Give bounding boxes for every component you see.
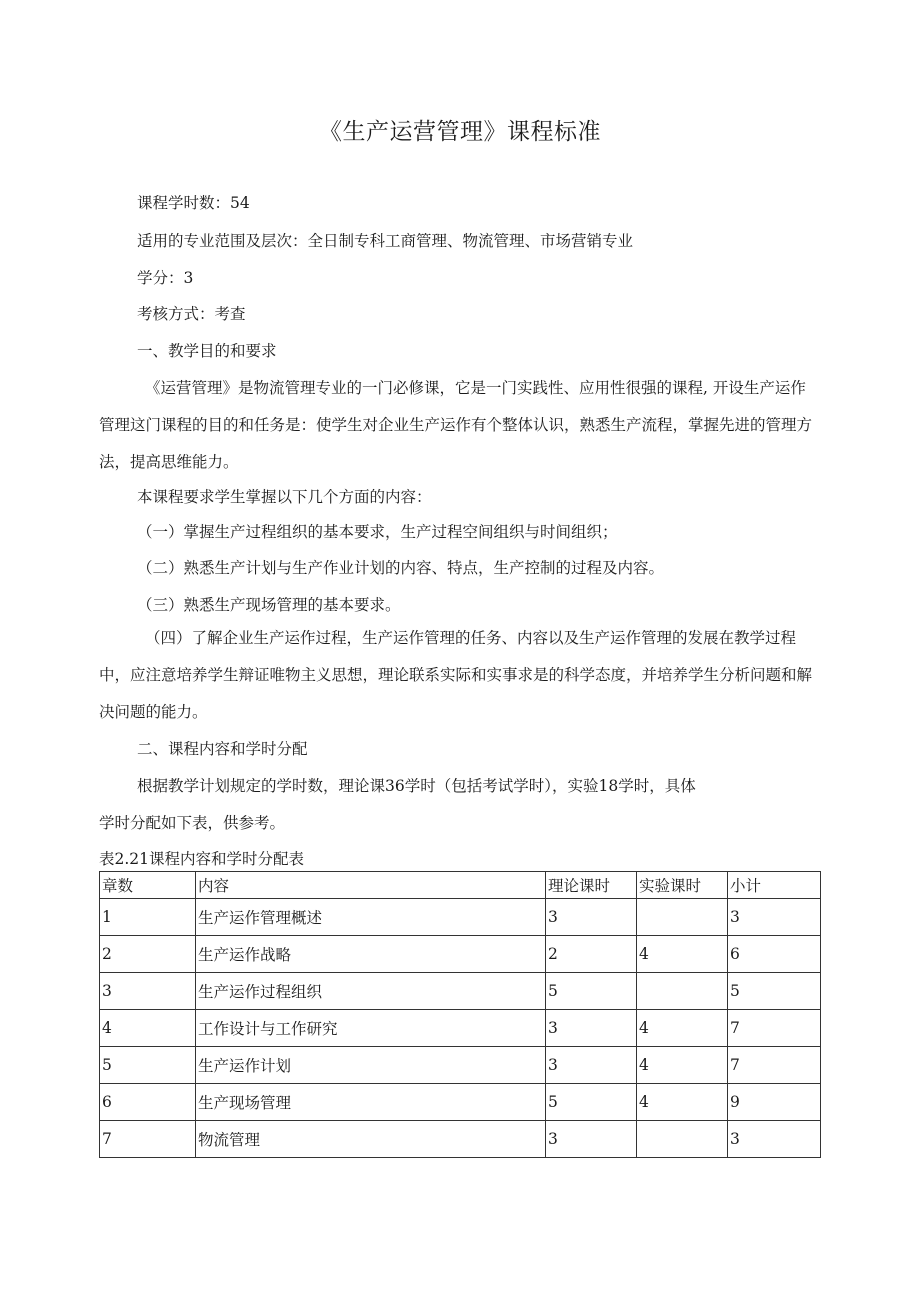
- assessment-method: 考核方式：考查: [137, 305, 246, 323]
- cell-subtotal: 6: [728, 936, 821, 973]
- cell-chapter: 1: [100, 899, 196, 936]
- cell-lab: [637, 899, 728, 936]
- cell-theory: 3: [546, 1047, 637, 1084]
- header-lab-hours: 实验课时: [637, 872, 728, 899]
- table-row: [100, 1047, 821, 1084]
- requirement-item-1: （一）掌握生产过程组织的基本要求，生产过程空间组织与时间组织；: [137, 523, 618, 541]
- table-row: [100, 1010, 821, 1047]
- cell-lab: [637, 973, 728, 1010]
- cell-theory: 5: [546, 973, 637, 1010]
- cell-content: 生产运作计划: [196, 1047, 546, 1084]
- cell-content: 生产运作管理概述: [196, 899, 546, 936]
- cell-lab: 4: [637, 1047, 728, 1084]
- table-row: [100, 1121, 821, 1158]
- cell-theory: 3: [546, 1010, 637, 1047]
- cell-content: 生产现场管理: [196, 1084, 546, 1121]
- cell-lab: 4: [637, 936, 728, 973]
- cell-subtotal: 3: [728, 899, 821, 936]
- section2-heading: 二、课程内容和学时分配: [137, 740, 308, 758]
- cell-subtotal: 5: [728, 973, 821, 1010]
- table-row: [100, 973, 821, 1010]
- course-hours: 课程学时数：54: [137, 194, 250, 212]
- requirement-item-2: （二）熟悉生产计划与生产作业计划的内容、特点，生产控制的过程及内容。: [137, 559, 665, 577]
- table-row: [100, 936, 821, 973]
- table-caption: 表2.21课程内容和学时分配表: [99, 850, 305, 868]
- cell-content: 生产运作战略: [196, 936, 546, 973]
- cell-content: 工作设计与工作研究: [196, 1010, 546, 1047]
- hours-allocation-table: [99, 871, 821, 1158]
- cell-subtotal: 7: [728, 1047, 821, 1084]
- header-chapter: 章数: [100, 872, 196, 899]
- cell-chapter: 3: [100, 973, 196, 1010]
- page-title: 《生产运营管理》课程标准: [319, 119, 601, 145]
- cell-chapter: 2: [100, 936, 196, 973]
- cell-chapter: 4: [100, 1010, 196, 1047]
- cell-content: 生产运作过程组织: [196, 973, 546, 1010]
- cell-subtotal: 9: [728, 1084, 821, 1121]
- course-credits: 学分：3: [137, 269, 194, 287]
- cell-subtotal: 3: [728, 1121, 821, 1158]
- section1-paragraph: 《运营管理》是物流管理专业的一门必修课，它是一门实践性、应用性很强的课程, 开设生产运作管理这门课程的目的和任务是：使学生对企业生产运作有个整体认识，熟悉生产流程，掌握先进的管理方法，提高思维能力。: [99, 379, 813, 471]
- allocation-paragraph-line2: 学时分配如下表，供参考。: [99, 814, 286, 832]
- cell-chapter: 7: [100, 1121, 196, 1158]
- table-row: [100, 1084, 821, 1121]
- header-theory-hours: 理论课时: [546, 872, 637, 899]
- table-row: [100, 899, 821, 936]
- cell-theory: 3: [546, 899, 637, 936]
- course-scope: 适用的专业范围及层次：全日制专科工商管理、物流管理、市场营销专业: [137, 232, 634, 250]
- cell-theory: 5: [546, 1084, 637, 1121]
- cell-lab: 4: [637, 1010, 728, 1047]
- requirements-intro: 本课程要求学生掌握以下几个方面的内容：: [137, 488, 432, 506]
- cell-lab: [637, 1121, 728, 1158]
- allocation-paragraph-line1: 根据教学计划规定的学时数，理论课36学时（包括考试学时），实验18学时，具体: [137, 777, 696, 795]
- header-content: 内容: [196, 872, 546, 899]
- cell-theory: 3: [546, 1121, 637, 1158]
- header-subtotal: 小计: [728, 872, 821, 899]
- section1-heading: 一、教学目的和要求: [137, 342, 277, 360]
- cell-theory: 2: [546, 936, 637, 973]
- requirement-item-3: （三）熟悉生产现场管理的基本要求。: [137, 596, 401, 614]
- cell-subtotal: 7: [728, 1010, 821, 1047]
- cell-content: 物流管理: [196, 1121, 546, 1158]
- cell-chapter: 6: [100, 1084, 196, 1121]
- requirement-item-4: （四）了解企业生产运作过程，生产运作管理的任务、内容以及生产运作管理的发展在教学过程中，应注意培养学生辩证唯物主义思想，理论联系实际和实事求是的科学态度，并培养学生分析问题和解决问题的能力。: [99, 629, 813, 721]
- table-header-row: [100, 872, 821, 899]
- cell-chapter: 5: [100, 1047, 196, 1084]
- cell-lab: 4: [637, 1084, 728, 1121]
